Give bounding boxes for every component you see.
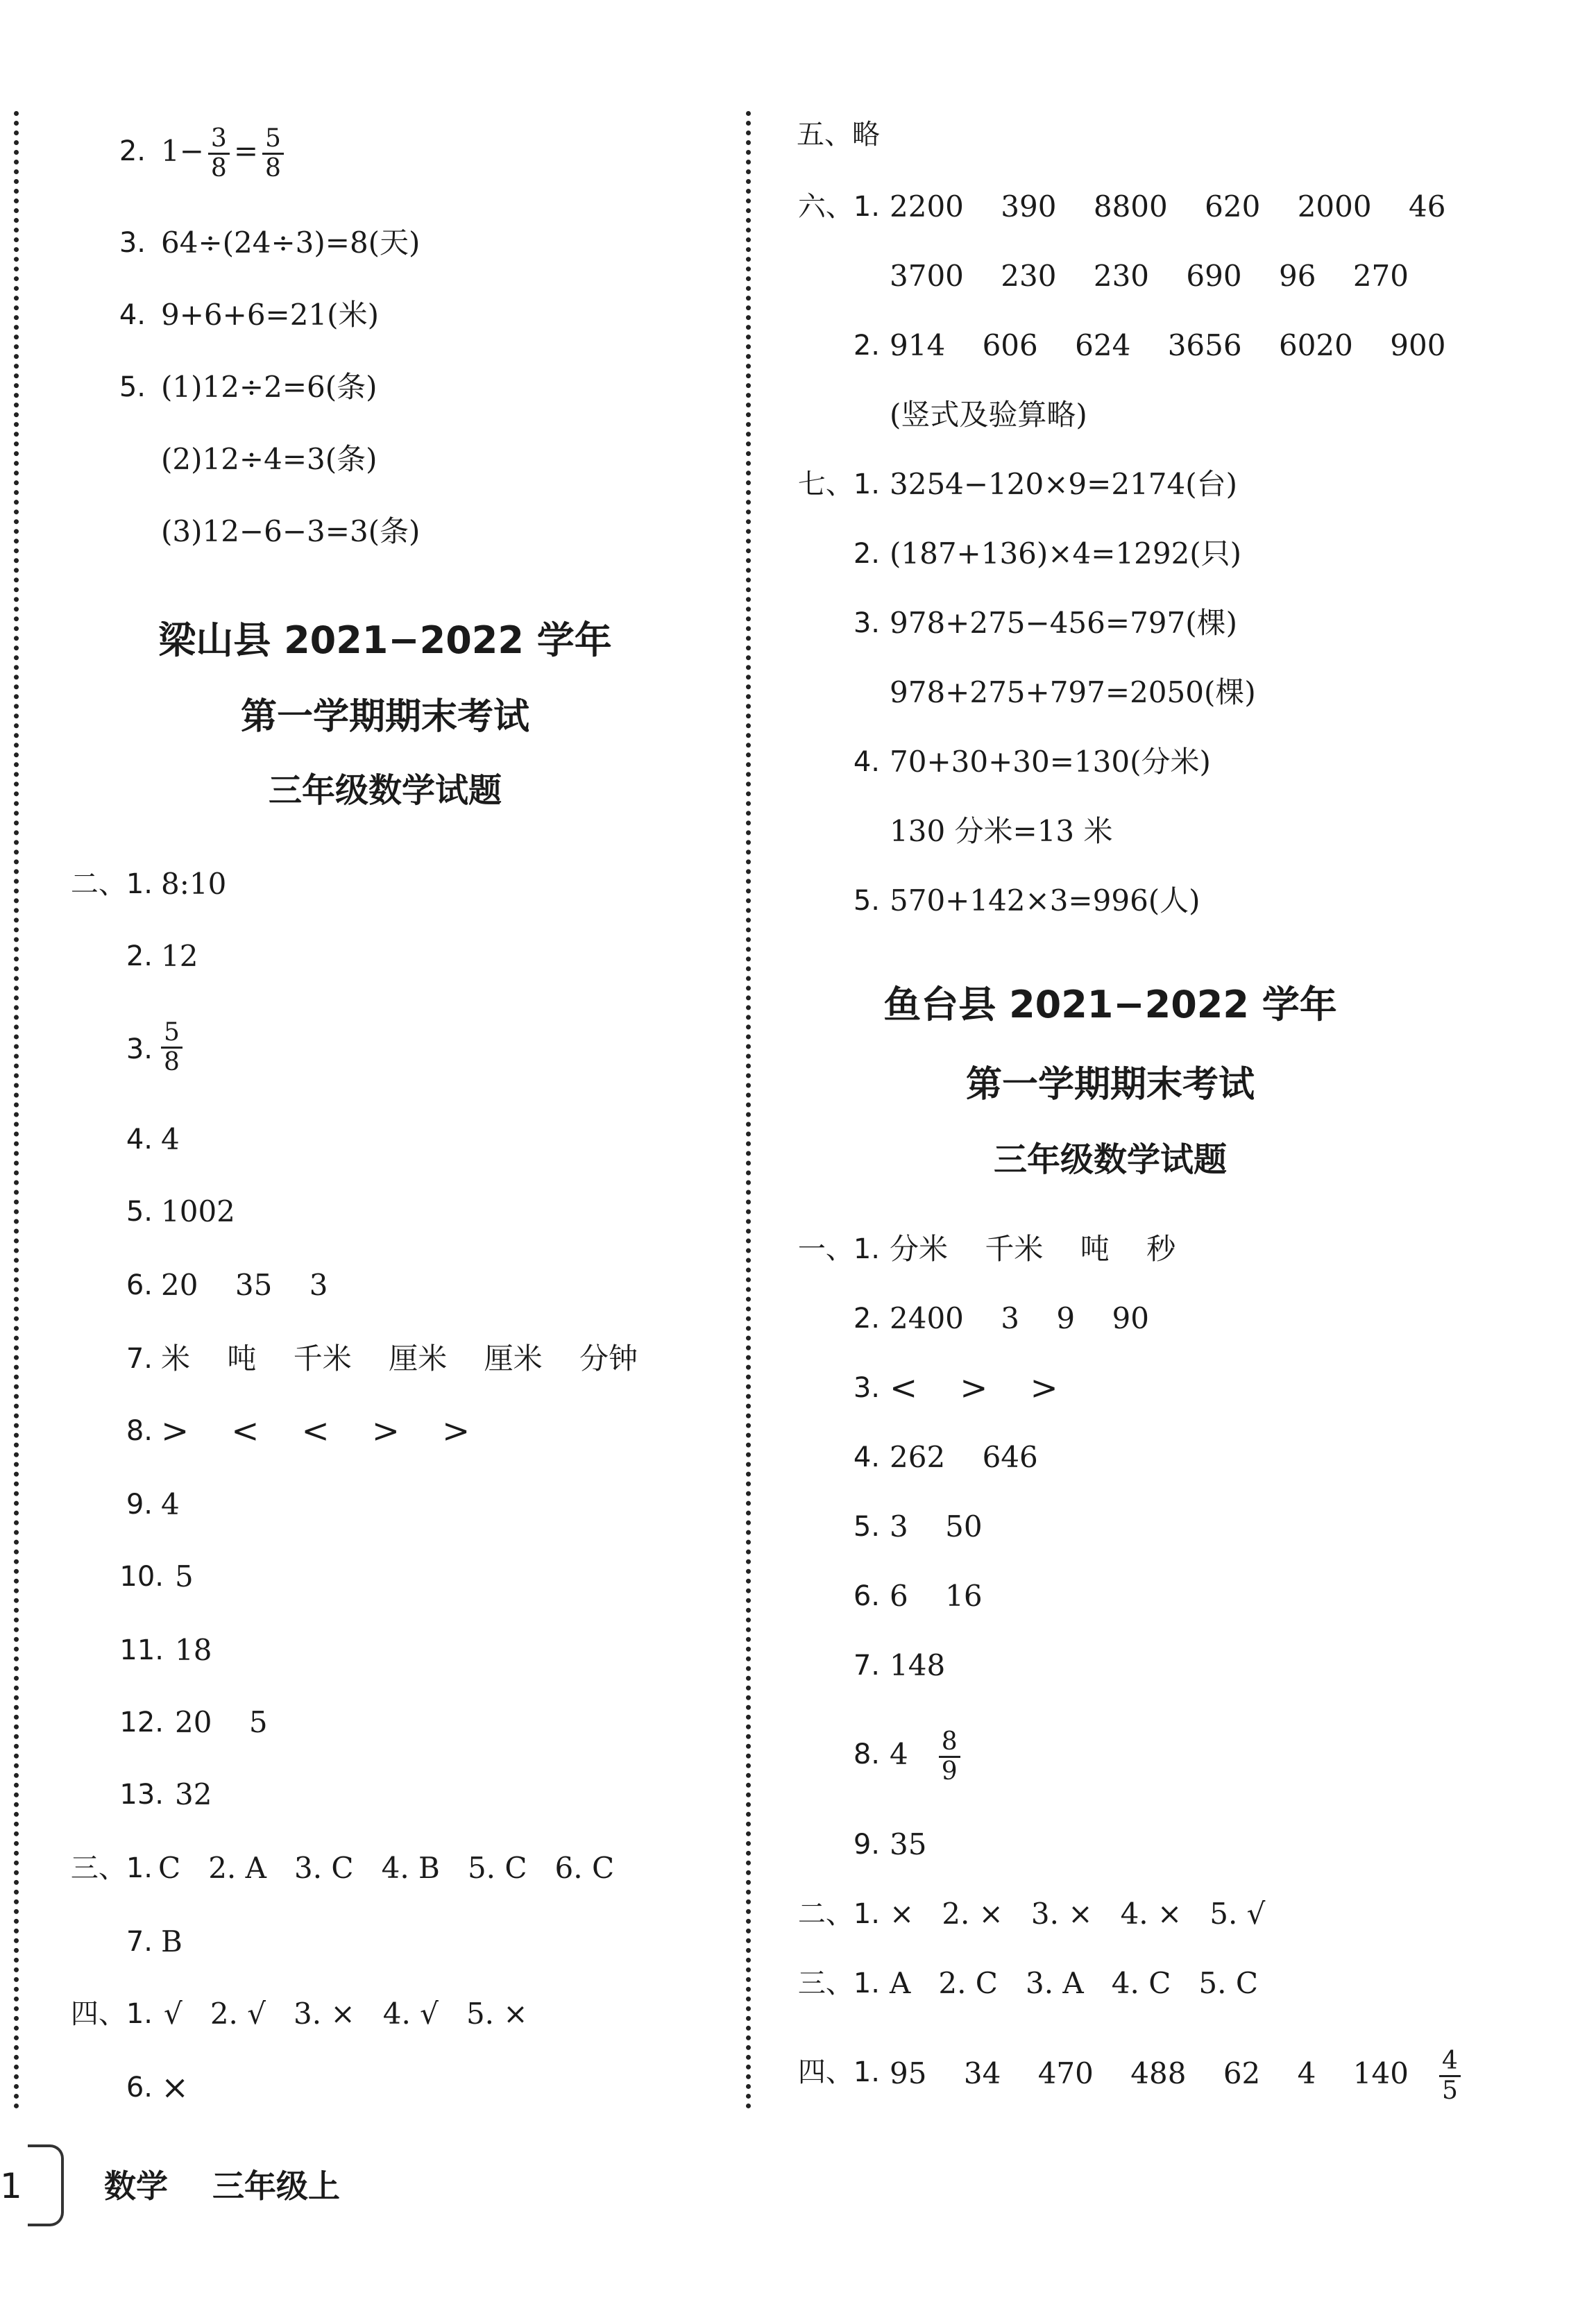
item-number: 5. <box>853 885 880 917</box>
exam-title: 梁山县 2021−2022 学年 <box>158 618 612 662</box>
answer-text: 4 <box>161 1487 180 1521</box>
item-number: 6. <box>853 1580 880 1612</box>
page-number: 1 <box>0 2166 22 2206</box>
answer-text: 3254−120×9=2174(台) <box>890 467 1238 501</box>
fraction: $\frac{5}{8}$ <box>262 125 284 183</box>
item-number: 二、1. <box>797 1898 880 1930</box>
fraction: $\frac{3}{8}$ <box>208 125 230 183</box>
fraction: $\frac{5}{8}$ <box>161 1019 182 1076</box>
item-number: 三、1. <box>797 1967 880 1999</box>
answer-text: √ 2. √ 3. × 4. √ 5. × <box>164 1997 528 2031</box>
item-number: 9. <box>126 1489 153 1521</box>
answer-line <box>890 2039 1465 2108</box>
item-number: 12. <box>119 1707 164 1738</box>
item-number: 13. <box>119 1779 164 1811</box>
item-number: 5. <box>126 1196 153 1228</box>
answer-text: (3)12−6−3=3(条) <box>161 514 421 548</box>
item-number: 3. <box>126 1033 153 1065</box>
item-number: 6. <box>126 2072 153 2104</box>
answer-text: 20 35 3 <box>161 1268 328 1302</box>
answer-text: 1− <box>161 134 204 168</box>
exam-subtitle: 第一学期期末考试 <box>240 696 529 738</box>
answer-text: 米 吨 千米 厘米 厘米 分钟 <box>161 1342 638 1376</box>
answer-text: 9+6+6=21(米) <box>161 298 379 332</box>
item-number: 3. <box>119 227 146 259</box>
fraction: $\frac{4}{5}$ <box>1439 2047 1461 2105</box>
answer-text: B <box>161 1924 182 1958</box>
answer-text: 12 <box>161 939 198 973</box>
answer-text: 4 <box>161 1122 180 1156</box>
answer-text: = <box>233 134 259 168</box>
answer-text: × <box>161 2068 189 2107</box>
answer-text: (187+136)×4=1292(只) <box>890 536 1242 570</box>
item-number: 9. <box>853 1829 880 1861</box>
item-number: 10. <box>119 1561 164 1593</box>
answer-text: (竖式及验算略) <box>890 398 1087 432</box>
left-binding-dots <box>14 111 19 2110</box>
answer-text: 2400 3 9 90 <box>890 1301 1149 1335</box>
item-number: 六、1. <box>797 191 880 223</box>
answer-text: 18 <box>175 1633 212 1667</box>
item-number: 7. <box>126 1343 153 1375</box>
exam-subtitle: 第一学期期末考试 <box>965 1064 1255 1106</box>
item-number: 8. <box>126 1415 153 1447</box>
item-number: 11. <box>119 1634 164 1666</box>
answer-text: 978+275−456=797(棵) <box>890 606 1238 640</box>
item-number: 3. <box>853 607 880 639</box>
item-number: 7. <box>853 1650 880 1682</box>
item-number: 3. <box>853 1372 880 1404</box>
footer-subject: 数学 三年级上 <box>104 2167 341 2205</box>
answer-text: 262 646 <box>890 1440 1038 1474</box>
answer-text: 32 <box>175 1777 212 1811</box>
answer-text: 3 50 <box>890 1509 983 1543</box>
section-heading: 五、略 <box>797 119 880 151</box>
exam-title: 鱼台县 2021−2022 学年 <box>883 983 1337 1026</box>
exam-grade-title: 三年级数学试题 <box>993 1140 1227 1179</box>
item-number: 4. <box>853 746 880 778</box>
answer-text: 1002 <box>161 1194 235 1228</box>
item-number: 2. <box>853 1303 880 1335</box>
answer-text: 570+142×3=996(人) <box>890 883 1200 917</box>
answer-text: 70+30+30=130(分米) <box>890 745 1211 779</box>
answer-text: 35 <box>890 1827 927 1861</box>
answer-text: (2)12÷4=3(条) <box>161 442 377 476</box>
answer-text: 20 5 <box>175 1705 268 1739</box>
answer-text: (1)12÷2=6(条) <box>161 370 377 404</box>
answer-text: 5 <box>175 1559 194 1593</box>
item-number: 四、1. <box>797 2056 880 2088</box>
answer-text: > < < > > <box>161 1412 470 1450</box>
answer-text: 130 分米=13 米 <box>890 814 1113 848</box>
answer-text: 64÷(24÷3)=8(天) <box>161 226 421 260</box>
answer-text: 8:10 <box>161 867 227 901</box>
answer-text: 分米 千米 吨 秒 <box>890 1232 1176 1266</box>
item-number: 4. <box>126 1124 153 1156</box>
item-number: 7. <box>126 1926 153 1958</box>
item-number: 8. <box>853 1738 880 1770</box>
answer-text: 95 34 470 488 62 4 140 <box>890 2056 1409 2090</box>
answer-text: C 2. A 3. C 4. B 5. C 6. C <box>158 1851 615 1885</box>
exam-grade-title: 三年级数学试题 <box>268 771 502 810</box>
item-number: 三、1. <box>70 1852 153 1884</box>
item-number: 七、1. <box>797 468 880 500</box>
item-number: 6. <box>126 1269 153 1301</box>
answer-text: 2200 390 8800 620 2000 46 <box>890 189 1446 223</box>
item-number: 4. <box>119 299 146 331</box>
answer-line <box>161 118 288 185</box>
answer-text: 3700 230 230 690 96 270 <box>890 259 1409 293</box>
item-number: 5. <box>853 1511 880 1543</box>
item-number: 2. <box>853 538 880 570</box>
item-number: 2. <box>853 330 880 362</box>
item-number: 2. <box>126 940 153 972</box>
answer-line <box>890 1720 965 1789</box>
answer-text: 978+275+797=2050(棵) <box>890 675 1256 709</box>
answer-text: 4 <box>890 1737 908 1771</box>
answer-line <box>157 1010 187 1080</box>
item-number: 四、1. <box>70 1998 153 2030</box>
answer-text: 148 <box>890 1648 946 1682</box>
item-number: 2. <box>119 135 146 167</box>
fraction: $\frac{8}{9}$ <box>939 1728 960 1786</box>
item-number: 二、1. <box>70 868 153 900</box>
answer-text: × 2. × 3. × 4. × 5. √ <box>890 1897 1266 1931</box>
item-number: 一、1. <box>797 1233 880 1265</box>
answer-text: < > > <box>890 1369 1058 1407</box>
item-number: 4. <box>853 1441 880 1473</box>
center-divider-dots <box>746 111 751 2110</box>
answer-text: 6 16 <box>890 1579 983 1613</box>
answer-text: 914 606 624 3656 6020 900 <box>890 328 1446 362</box>
answer-text: A 2. C 3. A 4. C 5. C <box>890 1966 1258 2000</box>
item-number: 5. <box>119 371 146 403</box>
